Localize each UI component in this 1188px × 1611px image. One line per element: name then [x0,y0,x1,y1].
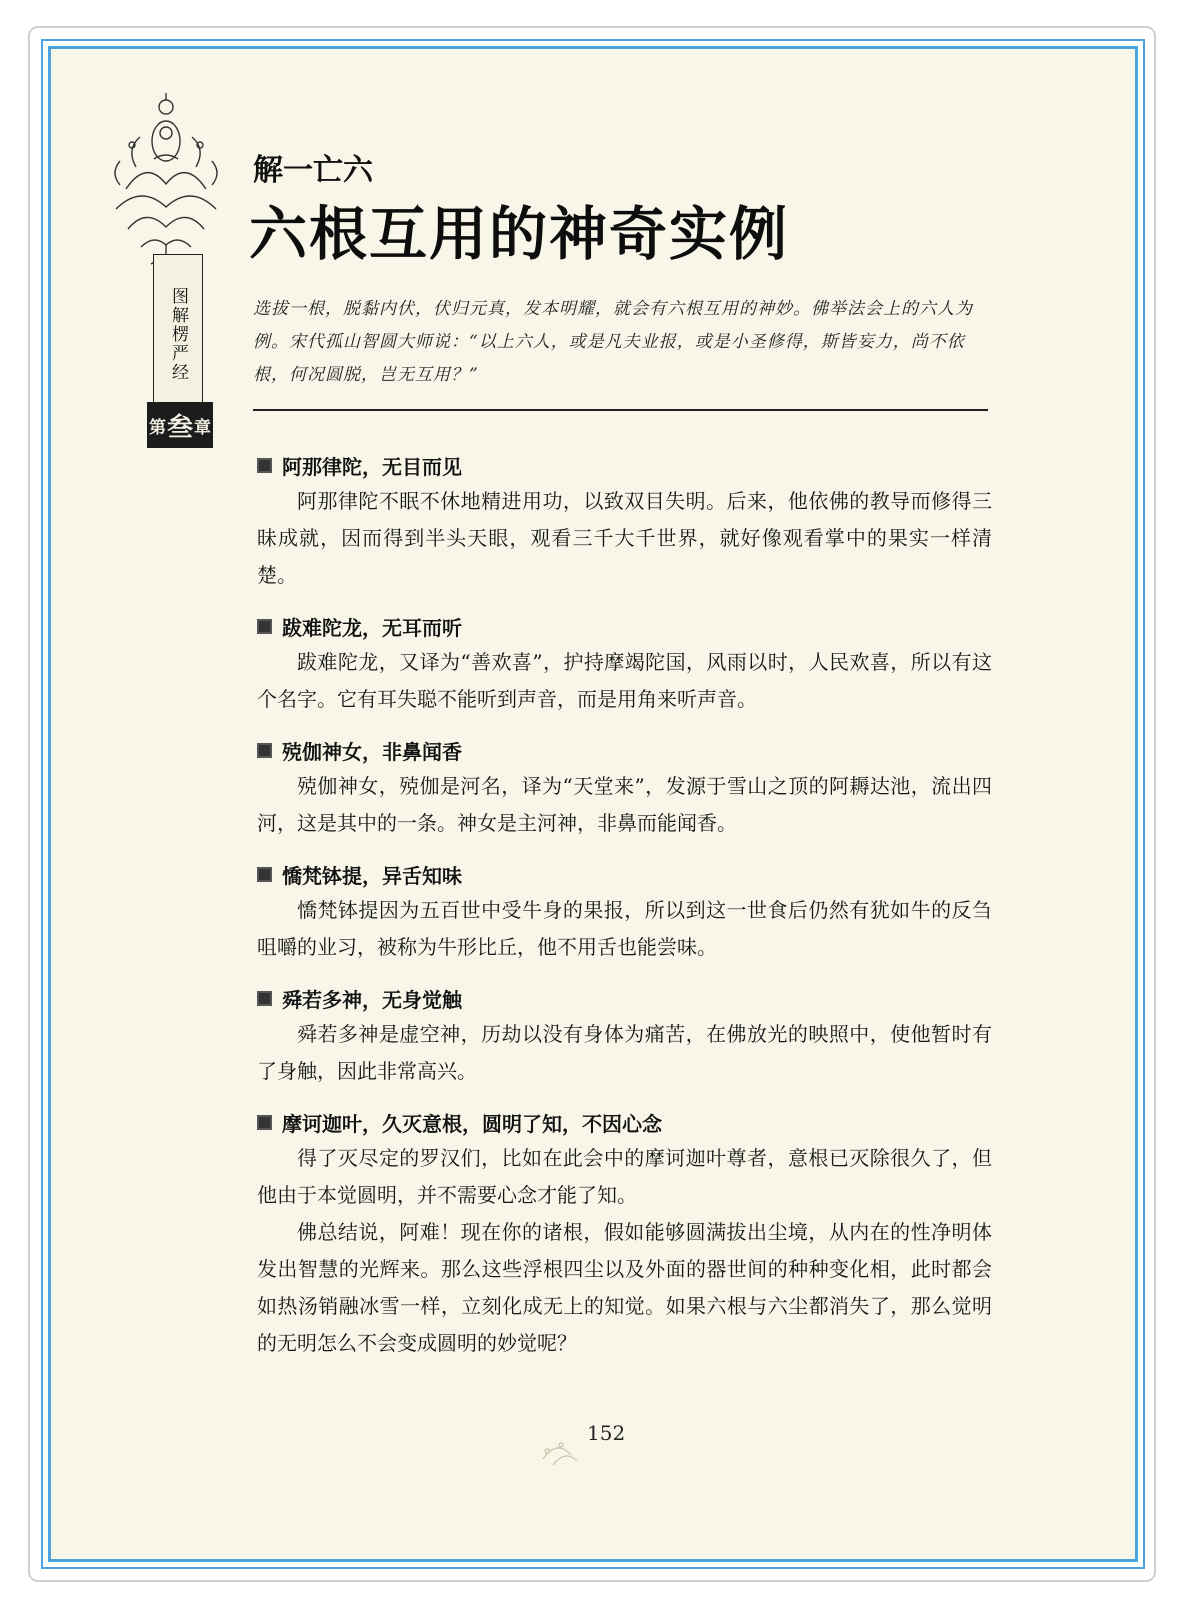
section-heading [257,732,992,768]
section-paragraph: 阿那律陀不眠不休地精进用功，以致双目失明。后来，他依佛的教导而修得三昧成就，因而得到半头天眼，观看三千大千世界，就好像观看掌中的果实一样清楚。 [257,489,992,587]
header-divider [253,409,988,411]
section-heading [257,608,992,644]
section-heading-text: 跋难陀龙，无耳而听 [282,615,462,640]
section-paragraph: 憍梵钵提因为五百世中受牛身的果报，所以到这一世食后仍然有犹如牛的反刍咀嚼的业习，被称为牛形比丘，他不用舌也能尝味。 [257,898,992,959]
page-title: 六根互用的神奇实例 [249,200,790,268]
square-bullet-icon [257,991,272,1006]
section-paragraph: 舜若多神是虚空神，历劫以没有身体为痛苦，在佛放光的映照中，使他暂时有了身触，因此非常高兴。 [257,1022,992,1083]
section-heading-text: 殑伽神女，非鼻闻香 [282,739,462,764]
section-2 [257,608,992,718]
section-1 [257,447,992,594]
chapter-number: 叁 [166,412,193,443]
section-heading-text: 阿那律陀，无目而见 [282,454,462,479]
square-bullet-icon [257,619,272,634]
section-paragraph: 得了灭尽定的罗汉们，比如在此会中的摩诃迦叶尊者，意根已灭除很久了，但他由于本觉圆明，并不需要心念才能了知。 [257,1146,992,1207]
book-title: 图解楞严经 [168,286,188,382]
section-paragraph: 佛总结说，阿难！现在你的诸根，假如能够圆满拔出尘境，从内在的性净明体发出智慧的光辉来。那么这些浮根四尘以及外面的器世间的种种变化相，此时都会如热汤销融冰雪一样，立刻化成无上的知觉。如果六根与六尘都消失了，那么觉明的无明怎么不会变成圆明的妙觉呢？ [257,1220,992,1355]
section-paragraph: 跋难陀龙，又译为“善欢喜”，护持摩竭陀国，风雨以时，人民欢喜，所以有这个名字。它有耳失聪不能听到声音，而是用角来听声音。 [257,650,992,711]
section-4 [257,856,992,966]
section-heading [257,447,992,483]
chapter-suffix: 章 [194,417,211,438]
square-bullet-icon [257,743,272,758]
content-body [257,447,992,1376]
square-bullet-icon [257,458,272,473]
chapter-badge [147,402,213,448]
section-heading [257,856,992,892]
section-5 [257,980,992,1090]
section-paragraph: 殑伽神女，殑伽是河名，译为“天堂来”，发源于雪山之顶的阿耨达池，流出四河，这是其中的一条。神女是主河神，非鼻而能闻香。 [257,774,992,835]
section-6 [257,1104,992,1362]
section-heading-text: 舜若多神，无身觉触 [282,987,462,1012]
square-bullet-icon [257,867,272,882]
square-bullet-icon [257,1115,272,1130]
book-page [48,46,1138,1562]
section-heading-text: 憍梵钵提，异舌知味 [282,863,462,888]
chapter-prefix: 第 [148,417,166,438]
section-heading [257,980,992,1016]
lotus-ornament-icon [106,89,226,279]
section-heading [257,1104,992,1140]
section-eyebrow: 解一亡六 [253,153,373,188]
book-title-tab [153,254,203,414]
section-heading-text: 摩诃迦叶，久灭意根，圆明了知，不因心念 [282,1111,662,1136]
section-3 [257,732,992,842]
page-number: 152 [587,1421,626,1445]
intro-paragraph: 选拔一根，脱黏内伏，伏归元真，发本明耀，就会有六根互用的神妙。佛举法会上的六人为例。宋代孤山智圆大师说：“以上六人，或是凡夫业报，或是小圣修得，斯皆妄力，尚不依根，何况圆脱，岂无互用？” [253,299,973,385]
